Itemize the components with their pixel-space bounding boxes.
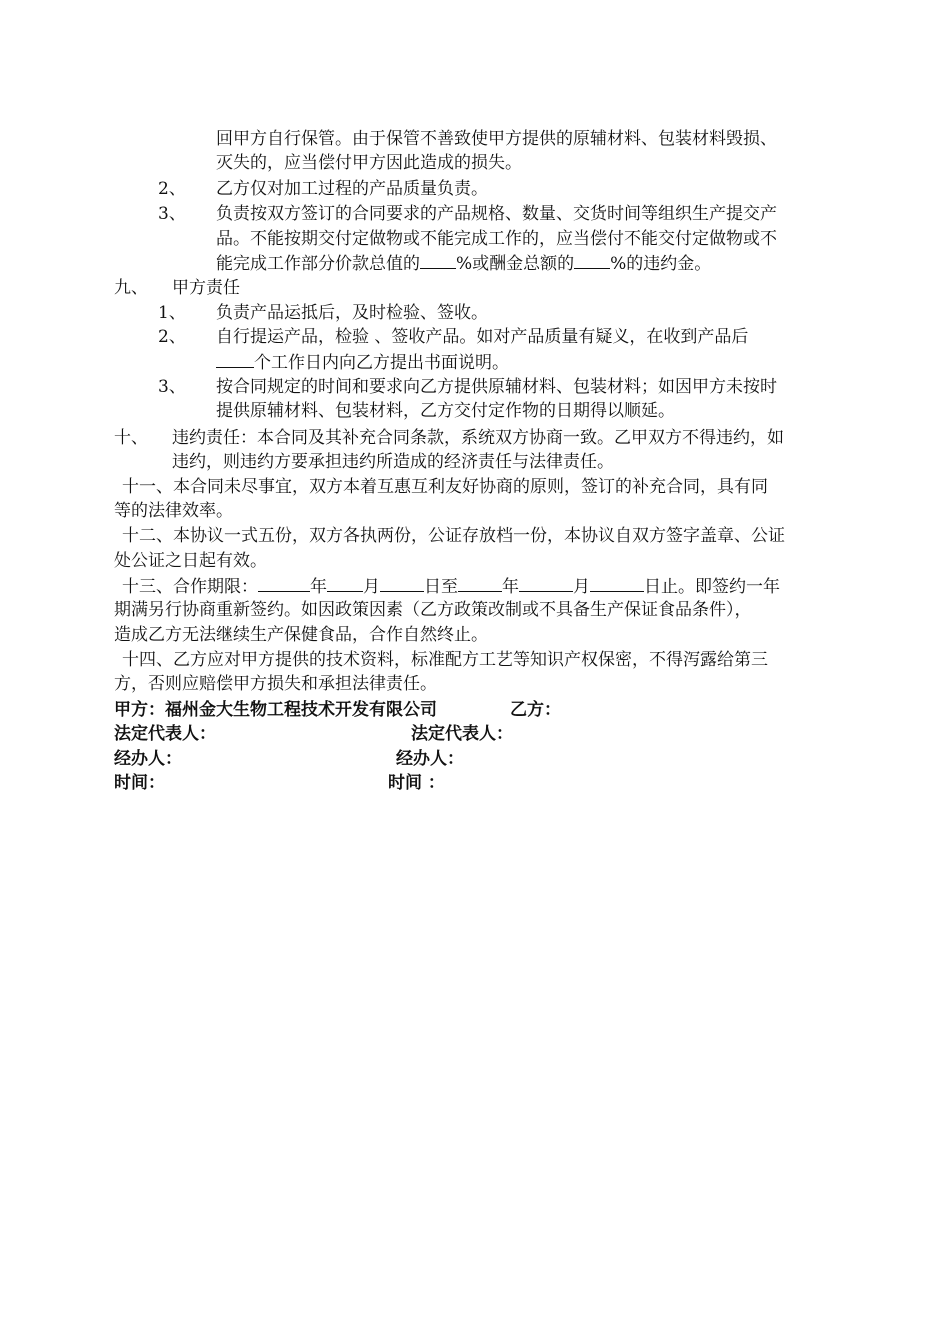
sec9-heading-number: 九、 <box>114 278 148 298</box>
sec11-line2: 等的法律效率。 <box>114 501 233 521</box>
sec8-item3-line3-c: %的违约金。 <box>610 254 712 274</box>
sec9-item3-line2: 提供原辅材料、包装材料，乙方交付定作物的日期得以顺延。 <box>216 401 675 421</box>
percent-blank-1 <box>420 251 456 269</box>
sec9-item3-number: 3、 <box>158 377 186 397</box>
sec8-item1-line1: 回甲方自行保管。由于保管不善致使甲方提供的原辅材料、包装材料毁损、 <box>216 129 777 149</box>
sec9-heading: 甲方责任 <box>172 278 240 298</box>
sec10-line1: 违约责任：本合同及其补充合同条款，系统双方协商一致。乙甲双方不得违约，如 <box>172 428 784 448</box>
sec9-item2-number: 2、 <box>158 327 186 347</box>
sec10-line2: 违约，则违约方要承担违约所造成的经济责任与法律责任。 <box>172 452 614 472</box>
sec12-line2: 处公证之日起有效。 <box>114 551 267 571</box>
sec13-year2: 年 <box>502 577 519 597</box>
sec13-line3: 造成乙方无法继续生产保健食品，合作自然终止。 <box>114 625 488 645</box>
sec8-item3-line2: 品。不能按期交付定做物或不能完成工作的，应当偿付不能交付定做物或不 <box>216 229 777 249</box>
sec9-item2-line2 <box>216 350 509 374</box>
sec8-item2-text: 乙方仅对加工过程的产品质量负责。 <box>216 179 488 199</box>
end-year-blank <box>458 574 502 592</box>
sec9-item1-text: 负责产品运抵后，及时检验、签收。 <box>216 303 488 323</box>
end-month-blank <box>519 574 573 592</box>
sec8-item1-line2: 灭失的，应当偿付甲方因此造成的损失。 <box>216 153 522 173</box>
start-month-blank <box>327 574 363 592</box>
sec8-item2-number: 2、 <box>158 179 186 199</box>
sec14-line1: 十四、乙方应对甲方提供的技术资料，标准配方工艺等知识产权保密，不得泻露给第三 <box>122 650 768 670</box>
sec13-tail: 日止。即签约一年 <box>644 577 780 597</box>
party-b-agent: 经办人： <box>396 749 464 769</box>
party-a-time: 时间： <box>114 773 165 793</box>
sec11-line1: 十一、本合同未尽事宜，双方本着互惠互利友好协商的原则，签订的补充合同，具有同 <box>122 477 768 497</box>
sec13-month1: 月 <box>363 577 380 597</box>
sec8-item3-line3-b: %或酬金总额的 <box>456 254 575 274</box>
party-a-name: 甲方：福州金大生物工程技术开发有限公司 <box>114 700 437 720</box>
sec8-item3-line3-a: 能完成工作部分价款总值的 <box>216 254 420 274</box>
start-day-blank <box>380 574 424 592</box>
sec8-item3-line3 <box>216 251 711 275</box>
sec9-item1-number: 1、 <box>158 303 186 323</box>
sec13-line2: 期满另行协商重新签约。如因政策因素（乙方政策改制或不具备生产保证食品条件）， <box>114 600 752 620</box>
party-b-legal-rep: 法定代表人： <box>411 724 513 744</box>
days-blank <box>216 350 254 368</box>
sec9-item2-line2-text: 个工作日内向乙方提出书面说明。 <box>254 353 509 373</box>
end-day-blank <box>590 574 644 592</box>
sec8-item3-number: 3、 <box>158 204 186 224</box>
percent-blank-2 <box>574 251 610 269</box>
sec13-line1 <box>122 574 780 598</box>
sec13-day1: 日至 <box>424 577 458 597</box>
party-a-agent: 经办人： <box>114 749 182 769</box>
sec14-line2: 方，否则应赔偿甲方损失和承担法律责任。 <box>114 674 437 694</box>
sec8-item3-line1: 负责按双方签订的合同要求的产品规格、数量、交货时间等组织生产提交产 <box>216 204 777 224</box>
sec9-item2-line1: 自行提运产品，检验 、签收产品。如对产品质量有疑义，在收到产品后 <box>216 327 749 347</box>
sec10-heading-number: 十、 <box>114 428 148 448</box>
party-b-label: 乙方： <box>510 700 561 720</box>
sec12-line1: 十二、本协议一式五份，双方各执两份，公证存放档一份，本协议自双方签字盖章、公证 <box>122 526 785 546</box>
party-b-time: 时间 ： <box>388 773 445 793</box>
start-year-blank <box>258 574 310 592</box>
sec13-prefix: 十三、合作期限： <box>122 577 258 597</box>
sec9-item3-line1: 按合同规定的时间和要求向乙方提供原辅材料、包装材料；如因甲方未按时 <box>216 377 777 397</box>
sec13-year1: 年 <box>310 577 327 597</box>
sec13-month2: 月 <box>573 577 590 597</box>
party-a-legal-rep: 法定代表人： <box>114 724 216 744</box>
